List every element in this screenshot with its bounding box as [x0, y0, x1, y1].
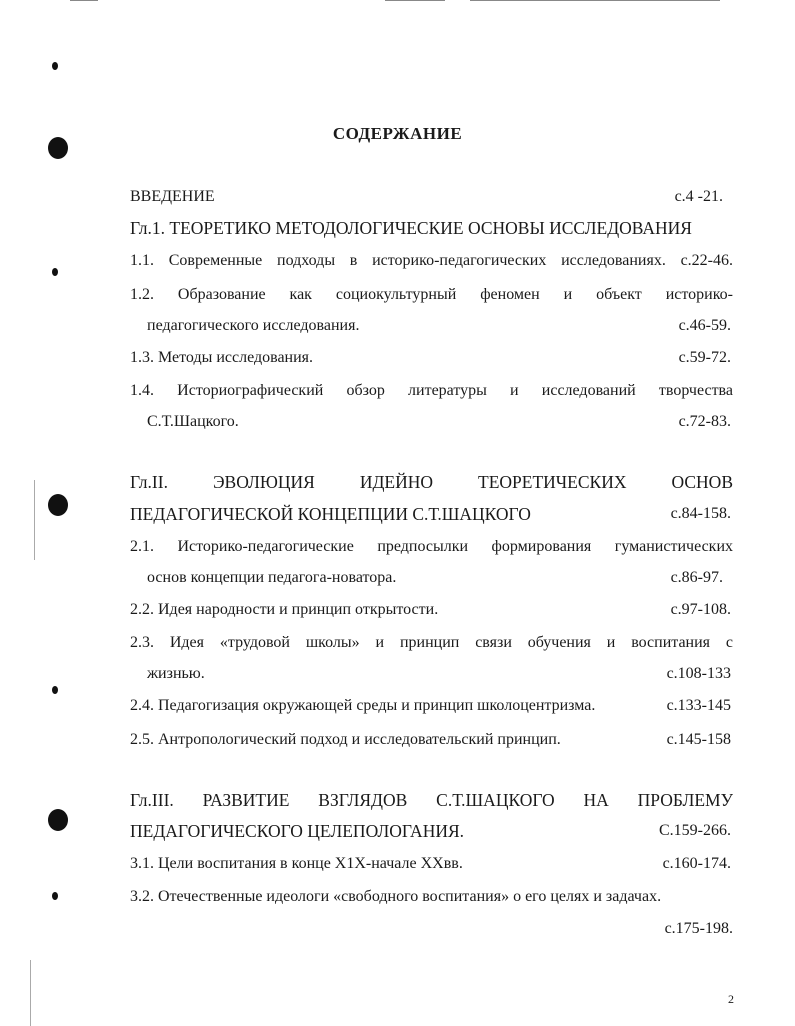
toc-entry-label: 2.5. Антропологический подход и исследовательский принцип.: [130, 731, 561, 748]
toc-entry-pages: с.46-59.: [678, 317, 731, 334]
toc-entry-pages: с.84-158.: [670, 505, 731, 522]
punch-hole-large: [48, 809, 68, 831]
scan-artifact: [470, 0, 720, 1]
punch-hole-large: [48, 494, 68, 516]
section-1-4-line1: 1.4. Историографический обзор литературы и исследований творчества: [130, 382, 733, 399]
chapter-2-title-line1: Гл.II. ЭВОЛЮЦИЯ ИДЕЙНО ТЕОРЕТИЧЕСКИХ ОСНОВ: [130, 472, 733, 492]
chapter-3-title-line2: [130, 820, 733, 842]
toc-entry-label: С.Т.Шацкого.: [147, 413, 239, 430]
toc-entry-pages: с.86-97.: [670, 569, 723, 586]
page-title: СОДЕРЖАНИЕ: [332, 124, 463, 143]
scan-artifact: [30, 960, 31, 1026]
toc-entry-label: 1.3. Методы исследования.: [130, 349, 314, 366]
toc-entry-pages: с.97-108.: [670, 601, 731, 618]
scan-artifact: [385, 0, 445, 1]
toc-entry-pages: с.133-145: [666, 697, 731, 714]
section-2-2: [130, 599, 733, 621]
toc-entry-pages: с.72-83.: [678, 413, 731, 430]
toc-entry-pages: С.159-266.: [659, 822, 731, 839]
toc-entry-label: 2.2. Идея народности и принцип открытости.: [130, 601, 439, 618]
toc-entry-pages: с.160-174.: [662, 855, 731, 872]
toc-entry-label: ВВЕДЕНИЕ: [130, 188, 215, 205]
punch-hole-small: [52, 892, 58, 900]
section-2-4: [130, 695, 733, 717]
section-2-3-line1: 2.3. Идея «трудовой школы» и принцип связи обучения и воспитания с: [130, 634, 733, 651]
punch-hole-small: [52, 686, 58, 694]
punch-hole-small: [52, 62, 58, 70]
toc-entry-label: ПЕДАГОГИЧЕСКОГО ЦЕЛЕПОЛОГАНИЯ.: [130, 821, 465, 841]
toc-entry-pages: с.59-72.: [678, 349, 731, 366]
section-1-3: [130, 347, 733, 369]
section-3-2: 3.2. Отечественные идеологи «свободного воспитания» о его целях и задачах.: [130, 888, 662, 905]
toc-entry-pages: с.108-133: [666, 665, 731, 682]
section-2-5: [130, 729, 733, 751]
toc-entry-pages: с.145-158: [666, 731, 731, 748]
section-1-2-line1: 1.2. Образование как социокультурный феномен и объект историко-: [130, 286, 733, 303]
section-1-1: 1.1. Современные подходы в историко-педагогических исследованиях. с.22-46.: [130, 252, 733, 269]
section-1-2-line2: [147, 315, 733, 337]
section-3-2-pages: с.175-198.: [664, 920, 733, 937]
chapter-2-title-line2: [130, 503, 733, 525]
page-number: 2: [728, 992, 734, 1006]
scan-artifact: [70, 0, 98, 1]
toc-intro: [130, 186, 733, 208]
section-1-4-line2: [147, 411, 733, 433]
toc-entry-label: 2.4. Педагогизация окружающей среды и принцип школоцентризма.: [130, 697, 596, 714]
toc-entry-pages: с.4 -21.: [674, 188, 723, 205]
section-3-1: [130, 853, 733, 875]
section-2-1-line2: [147, 567, 733, 589]
toc-entry-label: педагогического исследования.: [147, 317, 360, 334]
chapter-3-title-line1: Гл.III. РАЗВИТИЕ ВЗГЛЯДОВ С.Т.ШАЦКОГО НА ПРОБЛЕМУ: [130, 790, 733, 810]
chapter-1-title: Гл.1. ТЕОРЕТИКО МЕТОДОЛОГИЧЕСКИЕ ОСНОВЫ ИССЛЕДОВАНИЯ: [130, 218, 692, 238]
section-2-3-line2: [147, 663, 733, 685]
toc-entry-label: ПЕДАГОГИЧЕСКОЙ КОНЦЕПЦИИ С.Т.ШАЦКОГО: [130, 504, 531, 524]
toc-entry-label: основ концепции педагога-новатора.: [147, 569, 397, 586]
section-2-1-line1: 2.1. Историко-педагогические предпосылки формирования гуманистических: [130, 538, 733, 555]
scan-artifact: [34, 480, 35, 560]
toc-entry-label: 3.1. Цели воспитания в конце Х1Х-начале ХХвв.: [130, 855, 463, 872]
toc-entry-label: жизнью.: [147, 665, 205, 682]
punch-hole-small: [52, 268, 58, 276]
